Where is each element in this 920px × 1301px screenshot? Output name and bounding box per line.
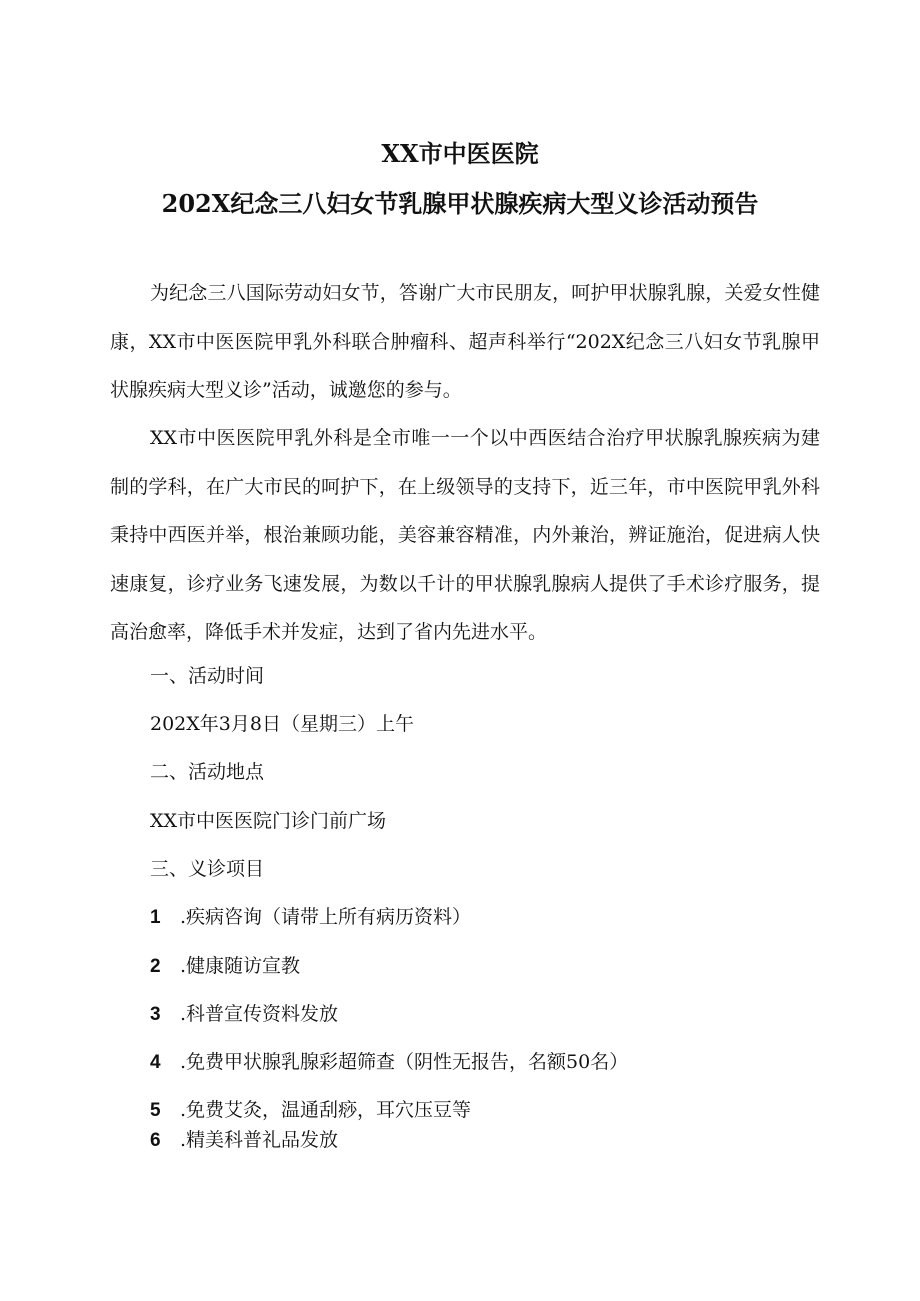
list-item xyxy=(150,904,471,931)
list-item-text: .免费甲状腺乳腺彩超筛查（阴性无报告，名额50名） xyxy=(180,1051,629,1073)
document-title-hospital: XX市中医医院 xyxy=(381,139,539,168)
list-item xyxy=(150,953,300,980)
section-heading-time: 一、活动时间 xyxy=(150,665,265,687)
list-item xyxy=(150,1097,471,1124)
list-item-number: 6 xyxy=(150,1130,161,1151)
event-place: XX市中医医院门诊门前广场 xyxy=(150,810,387,832)
department-paragraph: XX市中医医院甲乳外科是全市唯一一个以中西医结合治疗甲状腺乳腺疾病为建制的学科，在广大市民的呵护下，在上级领导的支持下，近三年，市中医院甲乳外科秉持中西医并举，根治兼顾功能，美容兼容精准，内外兼治，辨证施治，促进病人快速康复，诊疗业务飞速发展，为数以千计的甲状腺乳腺病人提供了手术诊疗服务，提高治愈率，降低手术并发症，达到了省内先进水平。 xyxy=(110,427,820,643)
list-item-number: 2 xyxy=(150,956,161,977)
list-item xyxy=(150,1001,338,1028)
list-item-text: .健康随访宣教 xyxy=(180,955,301,977)
list-item xyxy=(150,1127,338,1154)
event-time: 202X年3月8日（星期三）上午 xyxy=(150,713,414,735)
document-title-event: 202X纪念三八妇女节乳腺甲状腺疾病大型义诊活动预告 xyxy=(161,189,759,218)
list-item-number: 1 xyxy=(150,907,161,928)
list-item-text: .免费艾灸，温通刮痧，耳穴压豆等 xyxy=(180,1099,472,1121)
list-item xyxy=(150,1049,628,1076)
section-heading-place: 二、活动地点 xyxy=(150,761,265,783)
intro-paragraph: 为纪念三八国际劳动妇女节，答谢广大市民朋友，呵护甲状腺乳腺，关爱女性健康，XX市中医医院甲乳外科联合肿瘤科、超声科举行“202X纪念三八妇女节乳腺甲状腺疾病大型义诊”活动，诚邀您的参与。 xyxy=(110,282,820,401)
list-item-text: .科普宣传资料发放 xyxy=(180,1003,339,1025)
list-item-number: 4 xyxy=(150,1052,161,1073)
list-item-text: .疾病咨询（请带上所有病历资料） xyxy=(180,906,472,928)
list-item-text: .精美科普礼品发放 xyxy=(180,1129,339,1151)
list-item-number: 3 xyxy=(150,1004,161,1025)
list-item-number: 5 xyxy=(150,1100,161,1121)
section-heading-items: 三、义诊项目 xyxy=(150,858,265,880)
